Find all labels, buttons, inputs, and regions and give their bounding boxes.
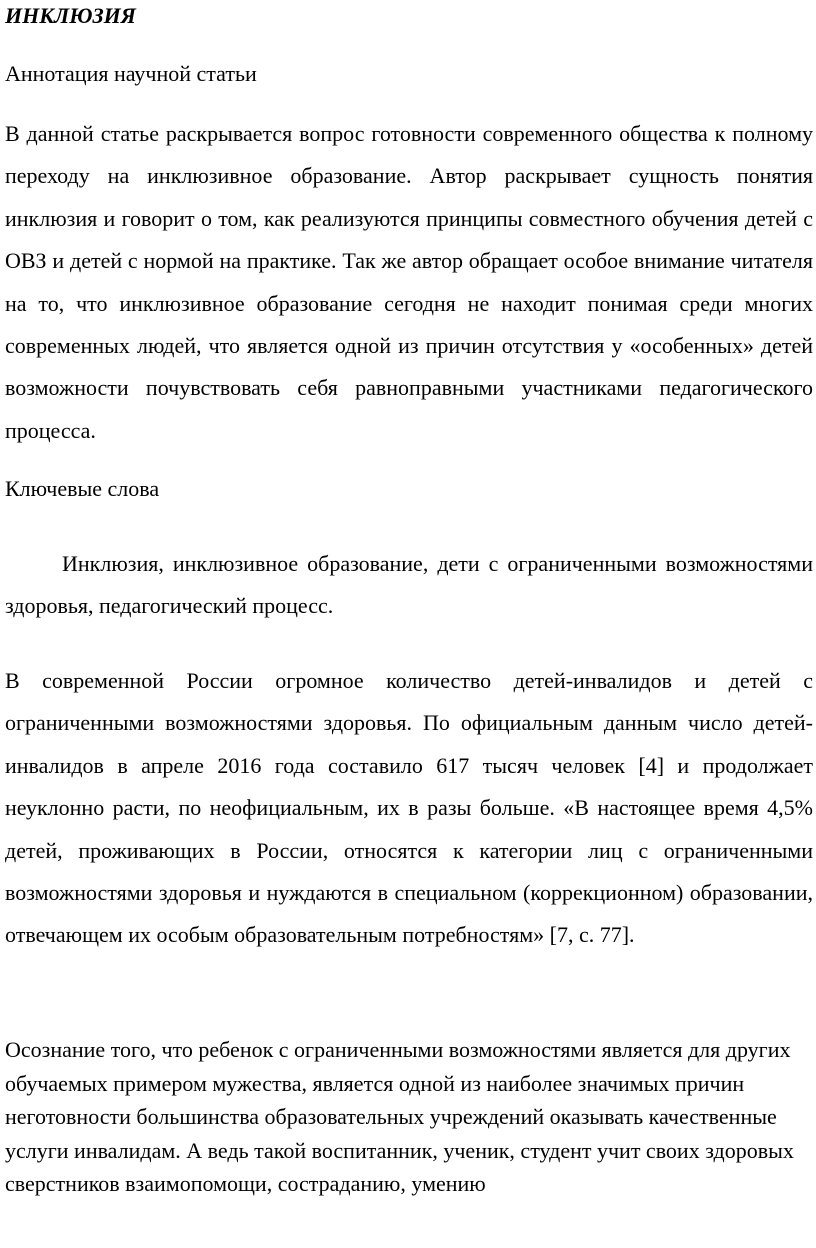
annotation-heading: Аннотация научной статьи <box>5 61 257 86</box>
keywords-paragraph: Инклюзия, инклюзивное образование, дети с ограниченными возможностями здоровья, педагогический процесс. <box>5 551 813 619</box>
body-paragraph-2: Осознание того, что ребенок с ограниченными возможностями является для других обучаемых примером мужества, является одной из наиболее значимых причин неготовности большинства образовательных учреждений оказывать качественные услуги инвалидам. А ведь такой воспитанник, ученик, студент учит своих здоровых сверстников взаимопомощи, состраданию, умению <box>5 1037 794 1197</box>
keywords-heading: Ключевые слова <box>5 476 160 501</box>
page-title: ИНКЛЮЗИЯ <box>5 3 136 28</box>
body-paragraph-1: В современной России огромное количество детей-инвалидов и детей с ограниченными возможностями здоровья. По официальным данным число детей-инвалидов в апреле 2016 года составило 617 тысяч человек [4] и продолжает неуклонно расти, по неофициальным, их в разы больше. «В настоящее время 4,5% детей, проживающих в России, относятся к категории лиц с ограниченными возможностями здоровья и нуждаются в специальном (коррекционном) образовании, отвечающем их особым образовательным потребностям» [7, с. 77]. <box>5 668 813 948</box>
annotation-paragraph: В данной статье раскрывается вопрос готовности современного общества к полному переходу на инклюзивное образование. Автор раскрывает сущность понятия инклюзия и говорит о том, как реализуются принципы совместного обучения детей с ОВЗ и детей с нормой на практике. Так же автор обращает особое внимание читателя на то, что инклюзивное образование сегодня не находит понимая среди многих современных людей, что является одной из причин отсутствия у «особенных» детей возможности почувствовать себя равноправными участниками педагогического процесса. <box>5 121 813 443</box>
